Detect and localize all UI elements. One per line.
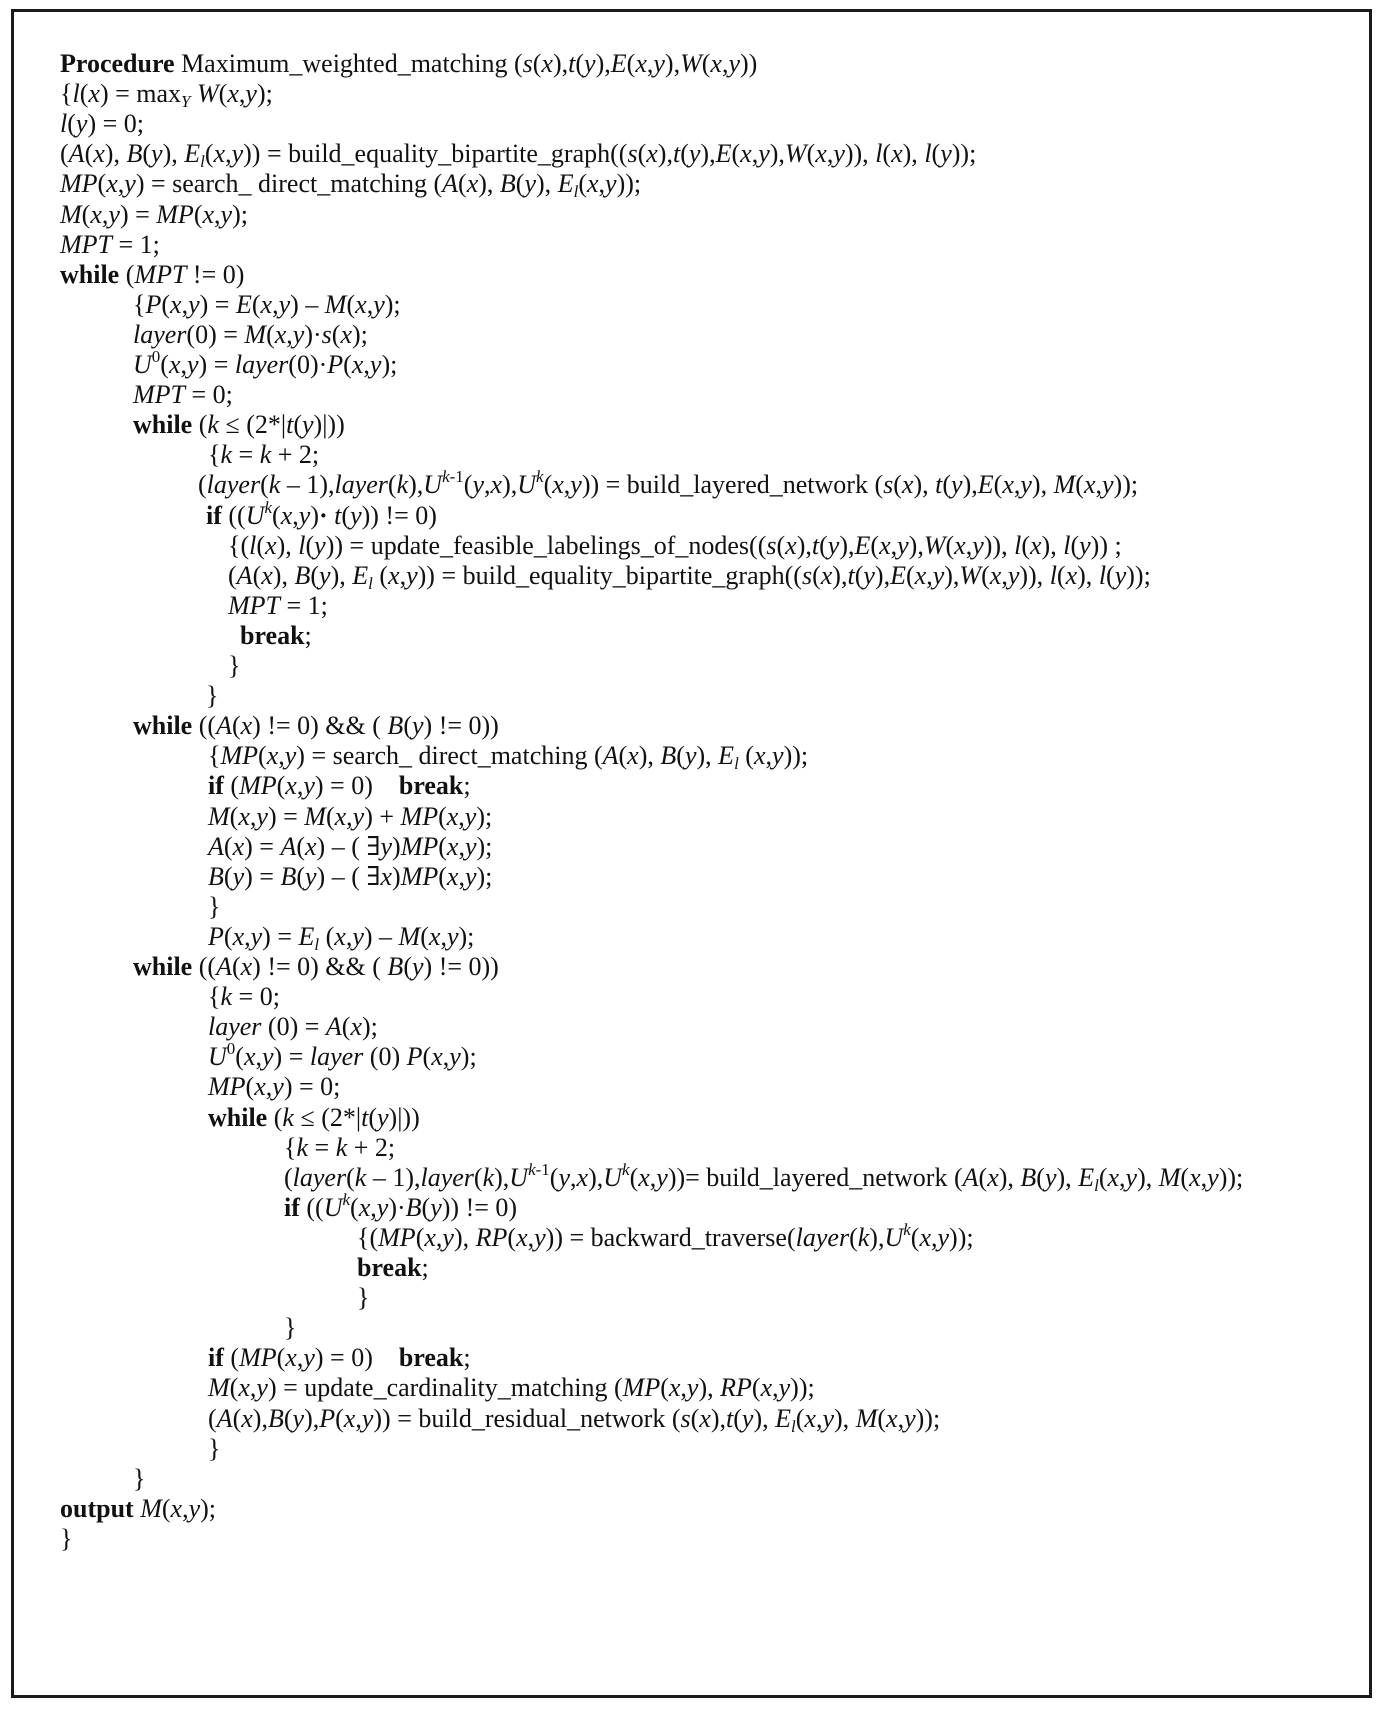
code-line: }: [206, 681, 219, 711]
code-line: MP(x,y) = 0;: [208, 1072, 341, 1102]
code-line: MPT = 1;: [60, 229, 160, 259]
code-line: (A(x),B(y),P(x,y)) = build_residual_network (s(x),t(y), $E_l(x,y)$, M(x,y));: [208, 1403, 941, 1436]
code-line: l(y) = 0;: [60, 109, 144, 139]
code-line: MP(x,y) = search_ direct_matching (A(x), B(y), $E_l(x,y)$);: [60, 169, 642, 202]
code-line: {k = k + 2;: [208, 440, 320, 470]
code-line: (A(x), B(y), $E_l$ (x,y)) = build_equality_bipartite_graph((s(x),t(y),E(x,y),W(x,y)), l(x), l(y));: [228, 560, 1151, 593]
code-line: output M(x,y);: [60, 1493, 217, 1523]
code-line: while (k ≤ (2*|t(y)|)): [133, 410, 345, 440]
code-line: $U^0(x,y)$ = layer(0)·P(x,y);: [133, 347, 398, 379]
code-line: while (MPT != 0): [60, 259, 245, 289]
code-line: }: [208, 891, 221, 921]
code-line: (layer(k – $1),layer(k),U^{k-1}(y,x),U^k(x,y)$) = build_layered_network (s(x), t(y),E(x,y), M(x,y));: [198, 467, 1139, 500]
procedure-frame: [11, 9, 1372, 1698]
code-line: Procedure Maximum_weighted_matching (s(x),t(y),E(x,y),W(x,y)): [60, 49, 758, 78]
code-line: }: [60, 1523, 73, 1553]
code-line: (A(x), B(y), $E_l(x,y)$) = build_equality_bipartite_graph((s(x),t(y),E(x,y),W(x,y)), l(x), l(y));: [60, 139, 977, 172]
code-line: $U^0(x,y)$ = layer (0) P(x,y);: [208, 1039, 477, 1072]
code-line: while (k ≤ (2*|t(y)|)): [208, 1102, 420, 1132]
code-line: layer (0) = A(x);: [208, 1012, 378, 1042]
code-line: {k = k + 2;: [284, 1132, 396, 1162]
code-line: }: [133, 1463, 146, 1493]
code-line: {k = 0;: [208, 982, 280, 1012]
code-line: {$l(x) = \max_Y W(x,y)$;: [60, 79, 273, 112]
code-line: if ($(U^k(x,y)\cdot t(y))$ != 0): [206, 497, 437, 530]
code-line: {MP(x,y) = search_ direct_matching (A(x), B(y), $E_l$ (x,y));: [208, 741, 809, 774]
code-line: }: [228, 651, 241, 680]
code-line: {(MP(x,y), $RP(x,y)) = backward\_traverse(layer(k),U^k(x,y))$;: [357, 1219, 974, 1252]
code-line: break;: [357, 1253, 429, 1282]
code-line: (layer(k – $1),layer(k),U^{k-1}(y,x),U^k(x,y))=$ build_layered_network (A(x), B(y), $E_l(x,y)$, M(x,y));: [284, 1159, 1244, 1195]
code-line: M(x,y) = M(x,y) + MP(x,y);: [208, 801, 493, 831]
code-line: A(x) = A(x) – ( ∃y)MP(x,y);: [208, 831, 493, 861]
code-line: if ($(U^k(x,y)\cdot B(y))$ != 0): [284, 1189, 518, 1222]
code-line: MPT = 0;: [133, 380, 233, 410]
code-line: {(l(x), l(y)) = update_feasible_labelings_of_nodes((s(x),t(y),E(x,y),W(x,y)), l(x), l(y)) ;: [228, 530, 1122, 560]
code-line: layer(0) = M(x,y)·s(x);: [133, 319, 368, 349]
code-line: while ((A(x) != 0) && ( B(y) != 0)): [133, 952, 499, 981]
code-line: }: [208, 1433, 221, 1463]
code-line: {P(x,y) = E(x,y) – M(x,y);: [133, 289, 401, 319]
code-line: if (MP(x,y) = 0) break;: [208, 771, 471, 801]
code-line: }: [284, 1313, 297, 1343]
code-line: MPT = 1;: [228, 590, 328, 620]
code-line: if (MP(x,y) = 0) break;: [208, 1343, 471, 1373]
code-line: M(x,y) = update_cardinality_matching (MP(x,y), RP(x,y));: [208, 1373, 815, 1403]
code-line: M(x,y) = MP(x,y);: [60, 199, 248, 229]
code-line: }: [357, 1283, 370, 1313]
code-line: $P(x,y) = E_l$ (x,y) – M(x,y);: [208, 921, 475, 954]
code-line: B(y) = B(y) – ( ∃x)MP(x,y);: [208, 861, 493, 891]
code-line: while ((A(x) != 0) && ( B(y) != 0)): [133, 711, 499, 741]
code-line: break;: [240, 620, 312, 650]
